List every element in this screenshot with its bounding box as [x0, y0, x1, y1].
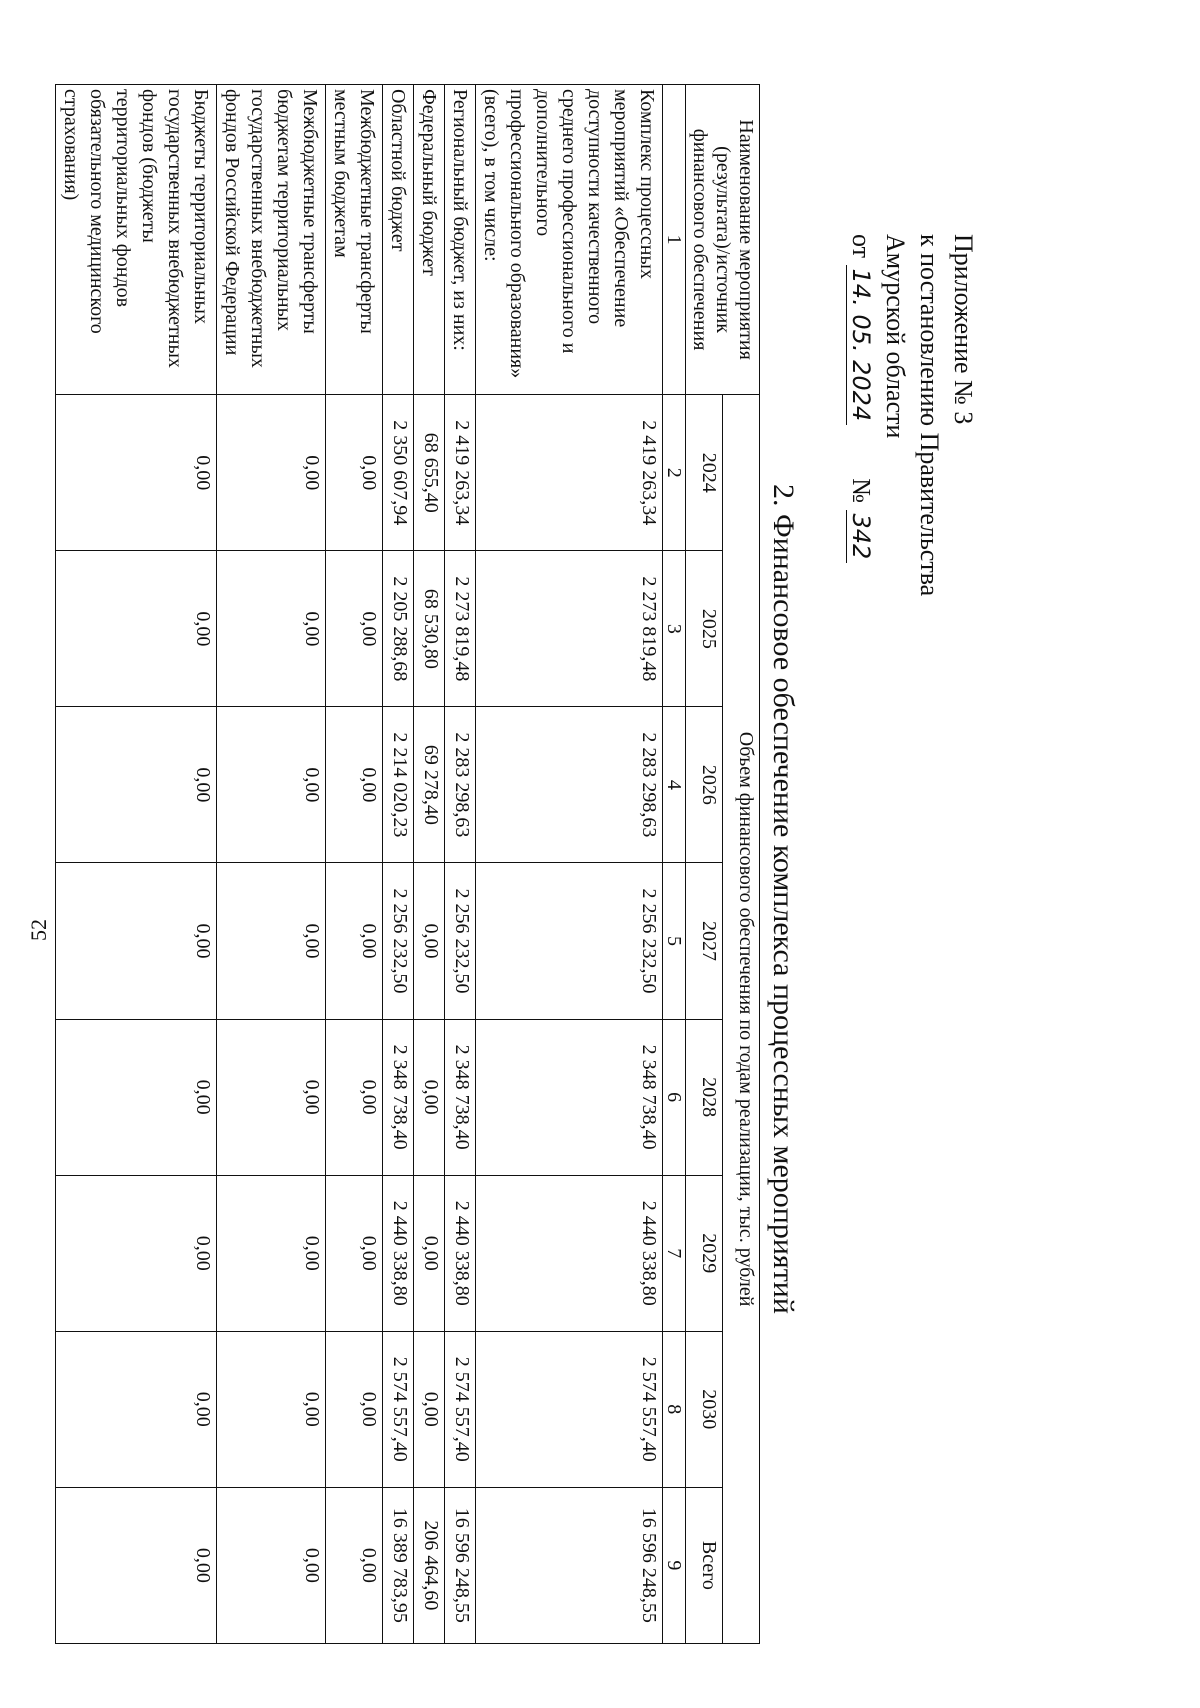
row-value: 0,00 — [217, 551, 326, 707]
financing-table — [55, 84, 760, 1644]
row-value: 2 440 338,80 — [383, 1175, 414, 1331]
header-year: 2029 — [686, 1175, 723, 1331]
row-value: 2 348 738,40 — [476, 1019, 663, 1175]
row-total: 206 464,60 — [414, 1487, 445, 1643]
row-name: Региональный бюджет, из них: — [445, 85, 476, 395]
appendix-title: Приложение № 3 — [949, 234, 978, 425]
row-value: 0,00 — [326, 1019, 383, 1175]
row-value: 2 273 819,48 — [476, 551, 663, 707]
appendix-region: Амурской области — [881, 234, 910, 439]
handwritten-date: 14. 05. 2024 — [846, 265, 875, 426]
row-name: Бюджеты территориальных государственных внебюджетных фондов (бюджеты территориальных фондов обязательного медицинского страхования) — [56, 85, 217, 395]
row-value: 68 655,40 — [414, 395, 445, 551]
row-value: 0,00 — [326, 1331, 383, 1487]
index-cell: 1 — [663, 85, 686, 395]
appendix-block — [844, 234, 980, 596]
row-value: 0,00 — [217, 1175, 326, 1331]
row-value: 2 440 338,80 — [445, 1175, 476, 1331]
table-row — [217, 85, 326, 1644]
appendix-resolution: к постановлению Правительства — [915, 234, 944, 597]
row-total: 0,00 — [56, 1487, 217, 1643]
row-value: 2 214 020,23 — [383, 707, 414, 863]
row-value: 2 574 557,40 — [383, 1331, 414, 1487]
row-value: 0,00 — [56, 1019, 217, 1175]
row-total: 16 596 248,55 — [476, 1487, 663, 1643]
row-value: 0,00 — [414, 863, 445, 1019]
row-total: 16 596 248,55 — [445, 1487, 476, 1643]
row-value: 0,00 — [56, 707, 217, 863]
handwritten-number: 342 — [846, 510, 875, 564]
index-cell: 9 — [663, 1487, 686, 1643]
row-value: 2 574 557,40 — [476, 1331, 663, 1487]
row-value: 68 530,80 — [414, 551, 445, 707]
row-value: 0,00 — [414, 1175, 445, 1331]
row-value: 0,00 — [217, 863, 326, 1019]
row-value: 2 348 738,40 — [383, 1019, 414, 1175]
index-cell: 4 — [663, 707, 686, 863]
row-value: 2 256 232,50 — [383, 863, 414, 1019]
row-value: 2 440 338,80 — [476, 1175, 663, 1331]
index-cell: 3 — [663, 551, 686, 707]
row-value: 2 574 557,40 — [445, 1331, 476, 1487]
row-value: 0,00 — [217, 395, 326, 551]
row-value: 0,00 — [56, 1331, 217, 1487]
header-year: 2025 — [686, 551, 723, 707]
row-name: Областной бюджет — [383, 85, 414, 395]
row-value: 0,00 — [56, 1175, 217, 1331]
row-name: Межбюджетные трансферты бюджетам территориальных государственных внебюджетных фондов Российской Федерации — [217, 85, 326, 395]
header-year: 2030 — [686, 1331, 723, 1487]
row-total: 0,00 — [217, 1487, 326, 1643]
row-value: 2 205 288,68 — [383, 551, 414, 707]
index-cell: 5 — [663, 863, 686, 1019]
row-value: 2 256 232,50 — [476, 863, 663, 1019]
row-value: 0,00 — [217, 707, 326, 863]
table-row — [56, 85, 217, 1644]
table-row — [326, 85, 383, 1644]
row-value: 2 350 607,94 — [383, 395, 414, 551]
row-value: 2 348 738,40 — [445, 1019, 476, 1175]
table-row — [445, 85, 476, 1644]
row-value: 0,00 — [414, 1331, 445, 1487]
row-value: 2 283 298,63 — [445, 707, 476, 863]
section-title: 2. Финансовое обеспечение комплекса процессных мероприятий — [767, 484, 800, 1314]
header-year: 2024 — [686, 395, 723, 551]
number-prefix: № — [847, 478, 876, 504]
row-value: 2 273 819,48 — [445, 551, 476, 707]
header-group-cell: Объем финансового обеспечения по годам реализации, тыс. рублей — [723, 395, 760, 1644]
row-value: 0,00 — [326, 551, 383, 707]
row-value: 0,00 — [56, 395, 217, 551]
row-value: 69 278,40 — [414, 707, 445, 863]
date-prefix: от — [847, 234, 876, 259]
row-value: 2 283 298,63 — [476, 707, 663, 863]
row-name: Федеральный бюджет — [414, 85, 445, 395]
row-value: 0,00 — [56, 863, 217, 1019]
table-row — [414, 85, 445, 1644]
row-value: 0,00 — [217, 1331, 326, 1487]
row-name: Комплекс процессных мероприятий «Обеспечение доступности качественного среднего профессионального и дополнительного профессионального образования» (всего), в том числе: — [476, 85, 663, 395]
appendix-date-line — [844, 234, 878, 596]
row-total: 16 389 783,95 — [383, 1487, 414, 1643]
header-year: 2028 — [686, 1019, 723, 1175]
financing-table-wrap — [55, 84, 760, 1644]
index-cell: 2 — [663, 395, 686, 551]
row-value: 0,00 — [56, 551, 217, 707]
header-year: 2026 — [686, 707, 723, 863]
header-name-cell: Наименование мероприятия (результата)/источник финансового обеспечения — [686, 85, 760, 395]
row-value: 0,00 — [326, 1175, 383, 1331]
table-row — [476, 85, 663, 1644]
header-year: 2027 — [686, 863, 723, 1019]
index-cell: 8 — [663, 1331, 686, 1487]
row-value: 2 256 232,50 — [445, 863, 476, 1019]
row-total: 0,00 — [326, 1487, 383, 1643]
table-row — [383, 85, 414, 1644]
page-number: 52 — [26, 919, 51, 941]
index-cell: 7 — [663, 1175, 686, 1331]
row-value: 0,00 — [326, 395, 383, 551]
row-value: 0,00 — [414, 1019, 445, 1175]
row-value: 2 419 263,34 — [476, 395, 663, 551]
row-value: 0,00 — [326, 707, 383, 863]
rotated-page — [26, 84, 1140, 1644]
index-cell: 6 — [663, 1019, 686, 1175]
row-value: 2 419 263,34 — [445, 395, 476, 551]
row-name: Межбюджетные трансферты местным бюджетам — [326, 85, 383, 395]
row-value: 0,00 — [326, 863, 383, 1019]
row-value: 0,00 — [217, 1019, 326, 1175]
header-total: Всего — [686, 1487, 723, 1643]
